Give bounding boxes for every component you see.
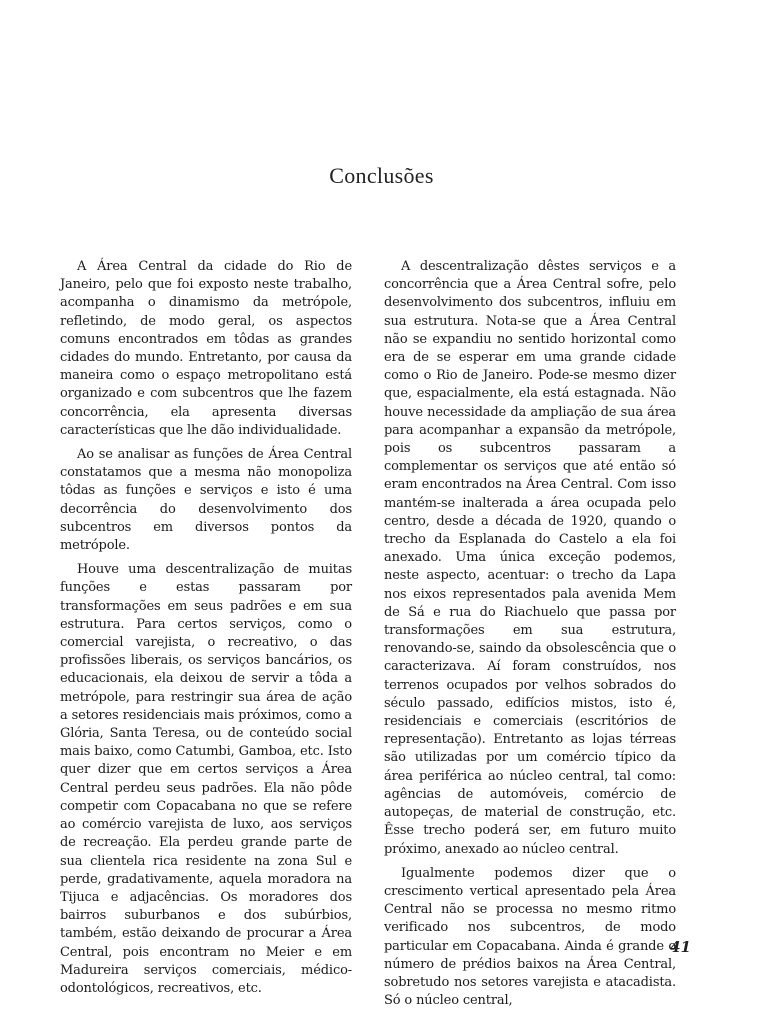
left-text-column <box>60 258 352 1004</box>
page-title: Conclusões <box>329 163 434 188</box>
paragraph: A descentralização dêstes serviços e a concorrência que a Área Central sofre, pelo desenvolvimento dos subcentros, influiu em sua estrutura. Nota-se que a Área Central não se expandiu no sentido horizontal como era de se esperar em uma grande cidade como o Rio de Janeiro. Pode-se mesmo dizer que, espacialmente, ela está estagnada. Não houve necessidade da ampliação de sua área para acompanhar a expansão da metrópole, pois os subcentros passaram a complementar os serviços que até então só eram encontrados na Área Central. Com isso mantém-se inalterada a área ocupada pelo centro, desde a década de 1920, quando o trecho da Esplanada do Castelo a ela foi anexado. Uma única exceção podemos, neste aspecto, acentuar: o trecho da Lapa nos eixos representados pala avenida Mem de Sá e rua do Riachuelo que passa por transformações em sua estrutura, renovando-se, saindo da obsolescência que o caracterizava. Aí foram construídos, nos terrenos ocupados por velhos sobrados do século passado, edifícios mistos, isto é, residenciais e comerciais (escritórios de representação). Entretanto as lojas térreas são utilizadas por um comércio típico da área periférica ao núcleo central, tal como: agências de automóveis, comércio de autopeças, de material de construção, etc. Êsse trecho poderá ser, em futuro muito próximo, anexado ao núcleo central. <box>384 259 676 857</box>
paragraph: A Área Central da cidade do Rio de Janeiro, pelo que foi exposto neste trabalho, acompanha o dinamismo da metrópole, refletindo, de modo geral, os aspectos comuns encontrados em tôdas as grandes cidades do mundo. Entretanto, por causa da maneira como o espaço metropolitano está organizado e com subcentros que lhe fazem concorrência, ela apresenta diversas características que lhe dão individualidade. <box>60 259 352 438</box>
right-text-column <box>384 258 676 1016</box>
paragraph: Ao se analisar as funções de Área Central constatamos que a mesma não monopoliza tôdas as funções e serviços e isto é uma decorrência do desenvolvimento dos subcentros em diversos pontos da metrópole. <box>60 447 352 554</box>
paragraph: Houve uma descentralização de muitas funções e estas passaram por transformações em seus padrões e em sua estrutura. Para certos serviços, como o comercial varejista, o recreativo, o das profissões liberais, os serviços bancários, os educacionais, ela deixou de servir a tôda a metrópole, para restringir sua área de ação a setores residenciais mais próximos, como a Glória, Santa Teresa, ou de conteúdo social mais baixo, como Catumbi, Gamboa, etc. Isto quer dizer que em certos serviços a Área Central perdeu seus padrões. Ela não pôde competir com Copacabana no que se refere ao comércio varejista de luxo, aos serviços de recreação. Ela perdeu grande parte de sua clientela rica residente na zona Sul e perde, gradativamente, aquela moradora na Tijuca e adjacências. Os moradores dos bairros suburbanos e dos subúrbios, também, estão deixando de procurar a Área Central, pois encontram no Meier e em Madureira serviços comerciais, médico-odontológicos, recreativos, etc. <box>60 562 352 996</box>
page-number: 41 <box>670 938 691 956</box>
paragraph: Igualmente podemos dizer que o crescimento vertical apresentado pela Área Central não se processa no mesmo ritmo verificado nos subcentros, de modo particular em Copacabana. Ainda é grande o número de prédios baixos na Área Central, sobretudo nos setores varejista e atacadista. Só o núcleo central, <box>384 865 676 1009</box>
